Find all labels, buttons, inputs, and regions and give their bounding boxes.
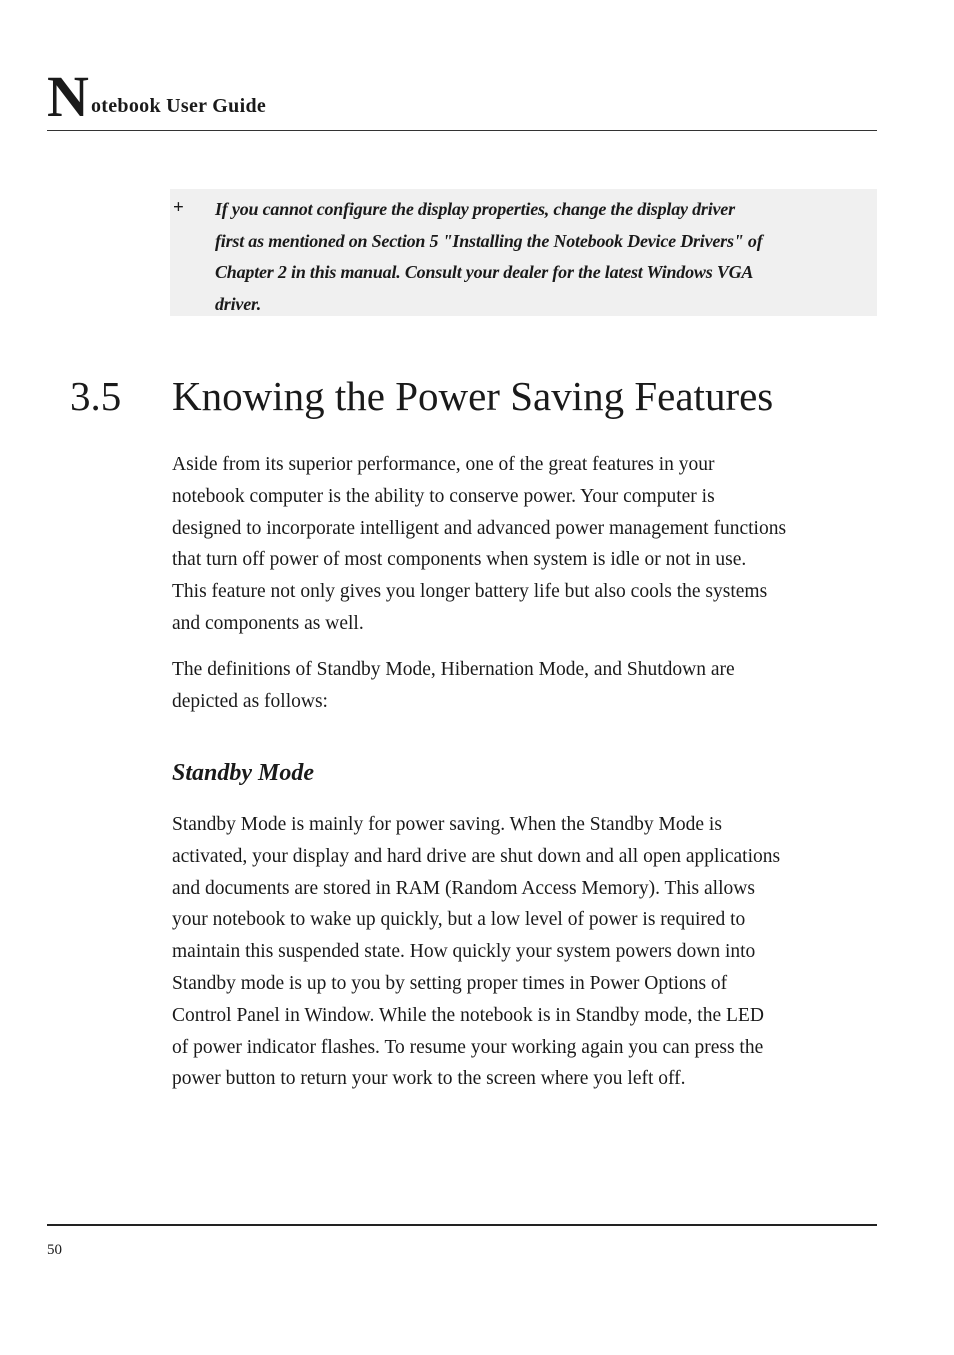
paragraph-line: of power indicator flashes. To resume your working again you can press the: [172, 1036, 764, 1058]
paragraph-line: designed to incorporate intelligent and advanced power management functions: [172, 517, 787, 539]
header-title: otebook User Guide: [91, 95, 267, 117]
paragraph-line: and components as well.: [172, 612, 364, 634]
note-line: If you cannot configure the display properties, change the display driver: [215, 199, 735, 219]
paragraph-line: Control Panel in Window. While the notebook is in Standby mode, the LED: [172, 1004, 764, 1026]
section-number: 3.5: [70, 373, 122, 419]
note-text: [215, 194, 880, 320]
paragraph-line: Aside from its superior performance, one of the great features in your: [172, 454, 715, 475]
page-header: [47, 64, 877, 131]
standby-paragraph: [172, 809, 877, 1095]
note-line: Chapter 2 in this manual. Consult your dealer for the latest Windows VGA: [215, 262, 754, 282]
page-number: 50: [47, 1242, 62, 1258]
note-line: driver.: [215, 293, 262, 314]
note-box: [170, 189, 877, 316]
paragraph-line: The definitions of Standby Mode, Hibernation Mode, and Shutdown are: [172, 659, 735, 680]
paragraph-line: maintain this suspended state. How quickly your system powers down into: [172, 941, 756, 963]
paragraph-line: your notebook to wake up quickly, but a low level of power is required to: [172, 909, 746, 931]
paragraph-line: Standby Mode is mainly for power saving. When the Standby Mode is: [172, 814, 722, 835]
note-bullet-icon: +: [173, 197, 184, 218]
paragraph-line: that turn off power of most components when system is idle or not in use.: [172, 549, 747, 571]
paragraph-line: and documents are stored in RAM (Random Access Memory). This allows: [172, 877, 755, 899]
note-line: first as mentioned on Section 5 "Installing the Notebook Device Drivers" of: [215, 230, 763, 251]
paragraph-line: This feature not only gives you longer battery life but also cools the systems: [172, 581, 768, 603]
standby-heading: Standby Mode: [172, 760, 315, 786]
paragraph-line: depicted as follows:: [172, 690, 328, 712]
paragraph-line: activated, your display and hard drive are shut down and all open applications: [172, 845, 781, 867]
header-initial: N: [47, 64, 89, 129]
paragraph-line: Standby mode is up to you by setting proper times in Power Options of: [172, 972, 728, 994]
intro-paragraph: [172, 449, 877, 640]
footer-divider: [47, 1224, 877, 1226]
paragraph-line: notebook computer is the ability to conserve power. Your computer is: [172, 485, 715, 507]
paragraph-line: power button to return your work to the screen where you left off.: [172, 1068, 686, 1090]
definitions-paragraph: [172, 654, 877, 718]
section-title: Knowing the Power Saving Features: [172, 373, 774, 419]
